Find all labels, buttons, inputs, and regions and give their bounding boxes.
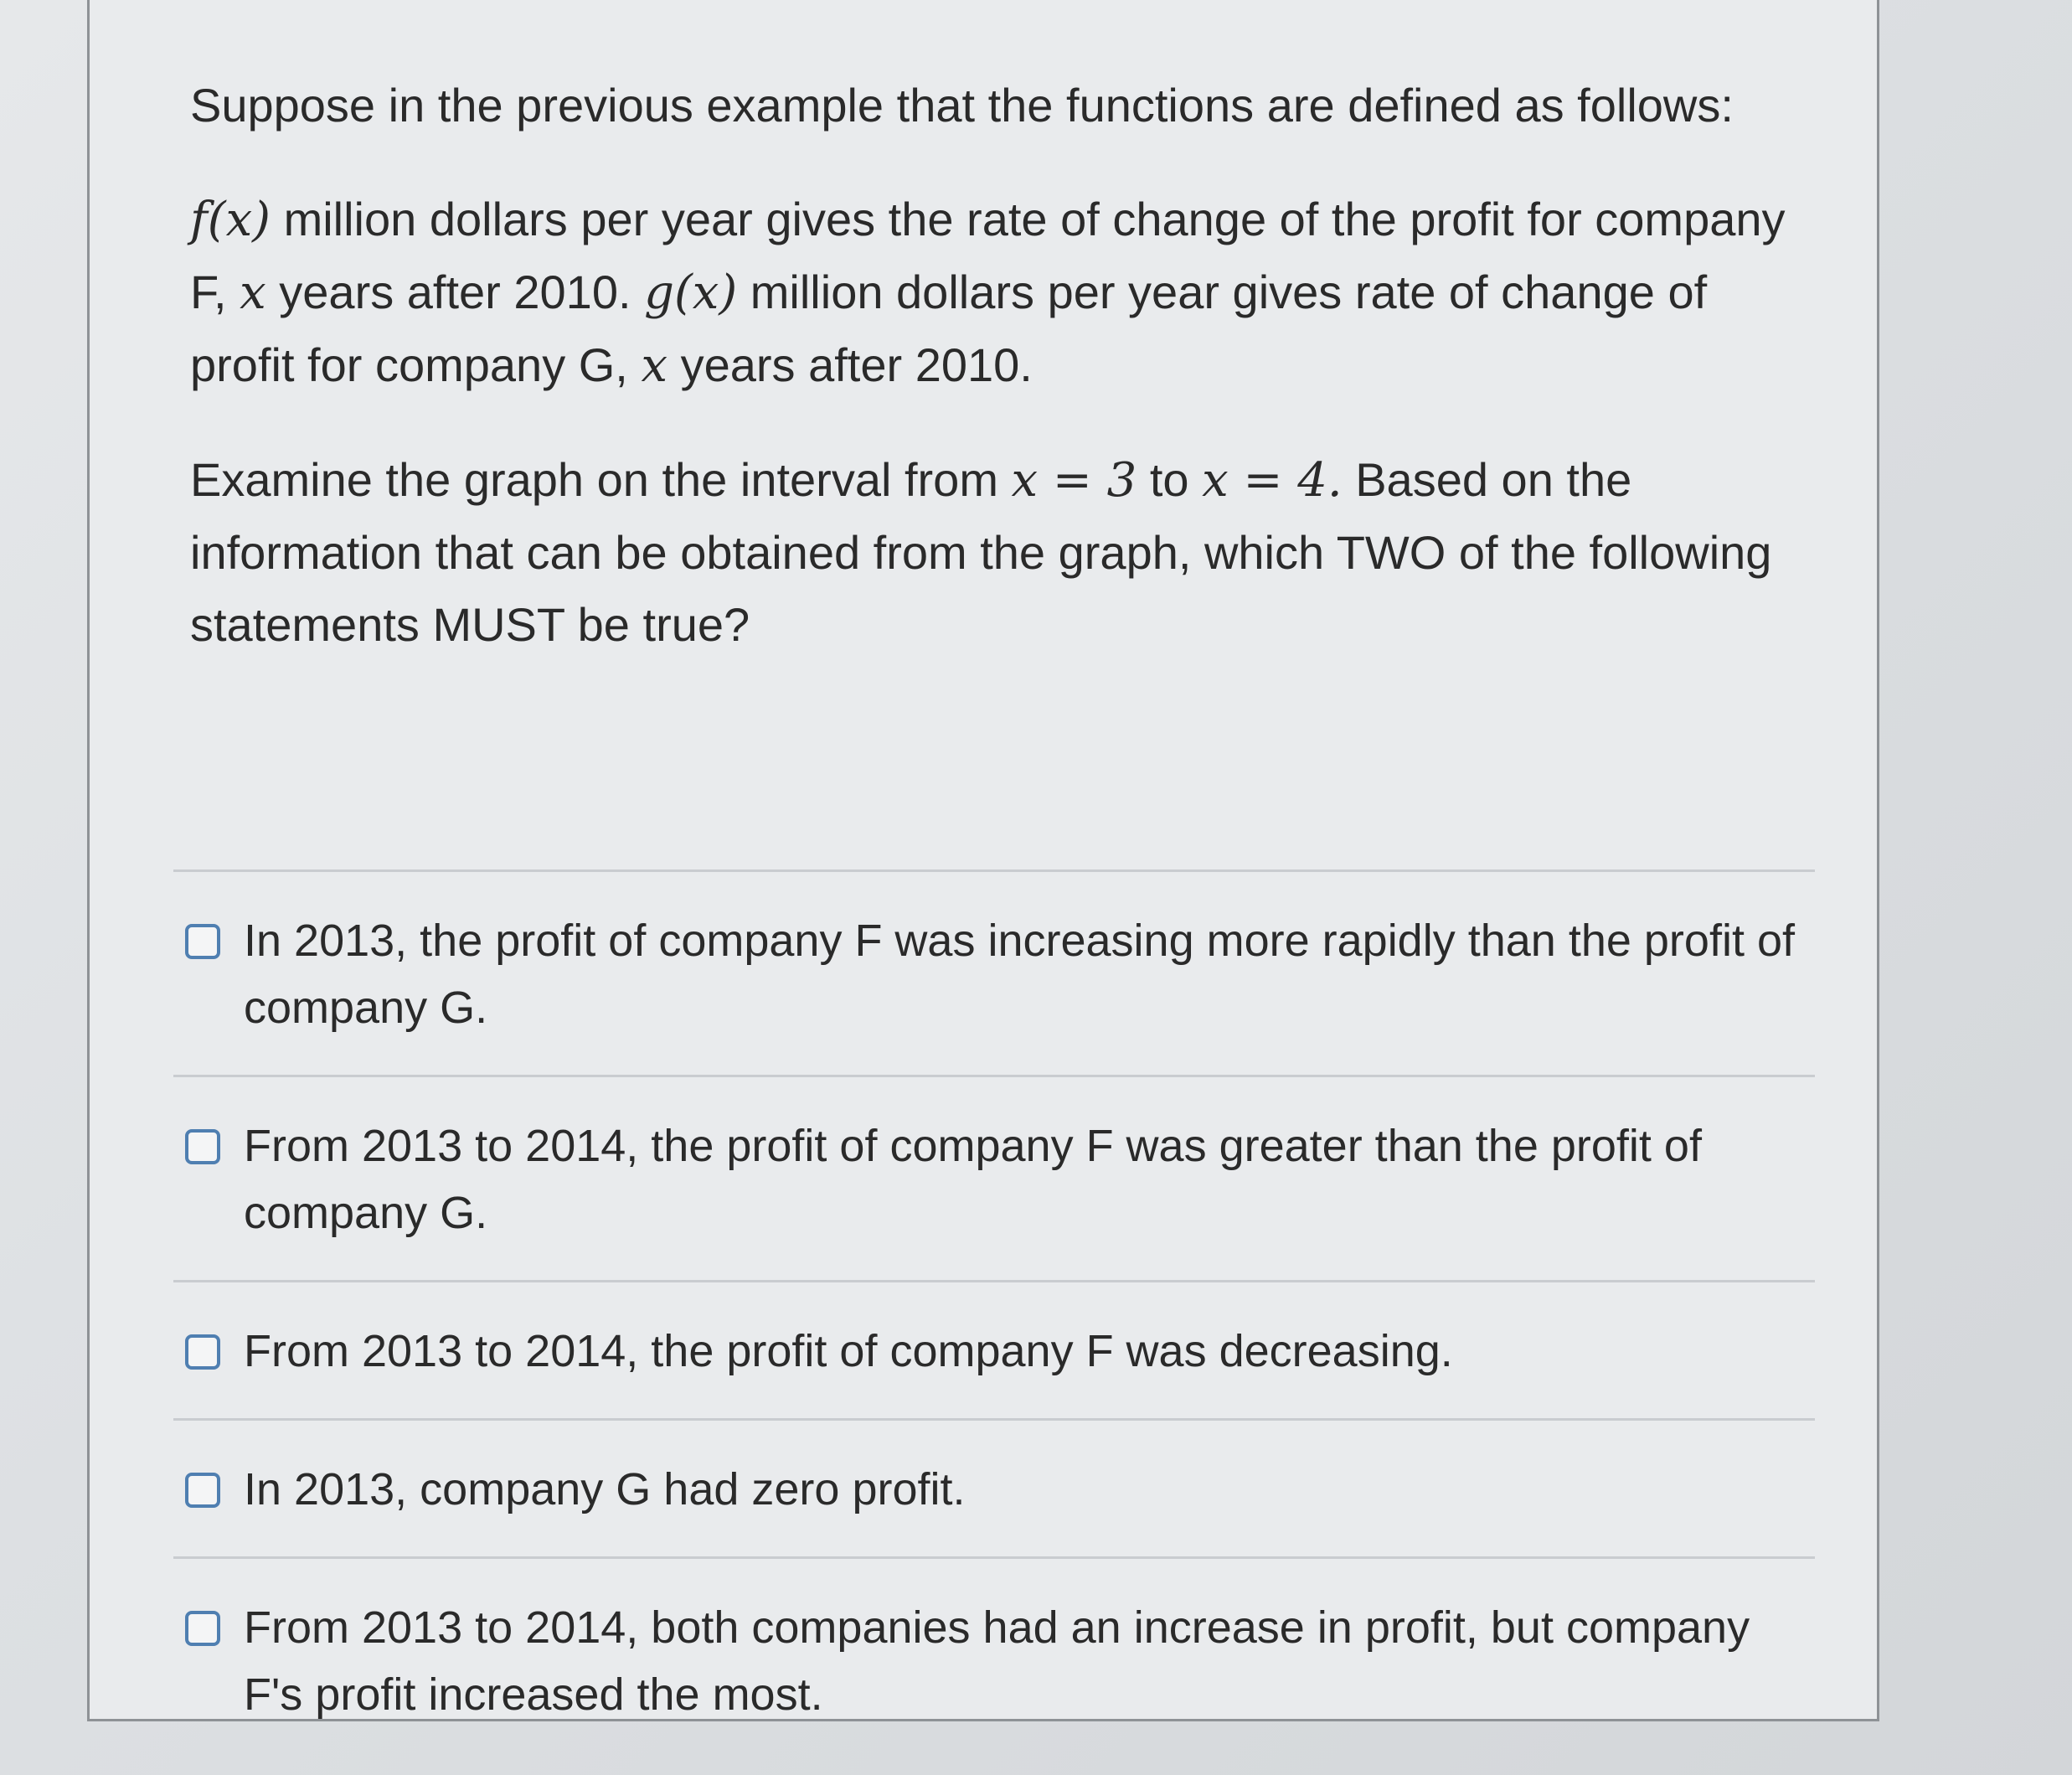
x-variable: x: [240, 266, 266, 320]
interval-end: x = 4.: [1202, 453, 1343, 508]
option-label: In 2013, company G had zero profit.: [244, 1464, 966, 1514]
instruction-text-2: to: [1137, 453, 1203, 506]
question-body: [190, 70, 1798, 661]
option-label: From 2013 to 2014, the profit of company F was greater than the profit of company G.: [244, 1121, 1702, 1238]
answer-option-5[interactable]: [173, 1559, 1815, 1762]
definition-text-3: million dollars per year gives rate of change of profit for company G,: [190, 266, 1708, 391]
checkbox[interactable]: [185, 924, 220, 959]
g-of-x: g(x): [644, 266, 738, 320]
option-label: From 2013 to 2014, both companies had an increase in profit, but company F's profit increased the most.: [244, 1602, 1750, 1720]
answer-options: [173, 869, 1815, 1762]
checkbox[interactable]: [185, 1129, 220, 1164]
f-of-x: f(x): [190, 193, 271, 247]
question-definition: [190, 183, 1798, 402]
definition-text-2: years after 2010.: [265, 266, 645, 318]
instruction-text-3: Based on the information that can be obtained from the graph, which TWO of the following statements MUST be true?: [190, 453, 1772, 651]
checkbox[interactable]: [185, 1473, 220, 1508]
instruction-text-1: Examine the graph on the interval from: [190, 453, 1012, 506]
checkbox[interactable]: [185, 1611, 220, 1646]
question-instruction: [190, 444, 1798, 661]
definition-text-1: million dollars per year gives the rate of change of the profit for company F,: [190, 193, 1786, 318]
checkbox[interactable]: [185, 1334, 220, 1370]
answer-option-2[interactable]: [173, 1077, 1815, 1280]
definition-text-4: years after 2010.: [667, 338, 1033, 391]
question-card: [87, 0, 1879, 1721]
answer-option-4[interactable]: [173, 1421, 1815, 1556]
option-label: In 2013, the profit of company F was increasing more rapidly than the profit of company G.: [244, 916, 1795, 1033]
option-label: From 2013 to 2014, the profit of company F was decreasing.: [244, 1326, 1453, 1376]
interval-start: x = 3: [1011, 453, 1137, 508]
question-intro: Suppose in the previous example that the functions are defined as follows:: [190, 79, 1734, 132]
answer-option-3[interactable]: [173, 1282, 1815, 1418]
x-variable: x: [641, 338, 668, 393]
answer-option-1[interactable]: [173, 872, 1815, 1075]
